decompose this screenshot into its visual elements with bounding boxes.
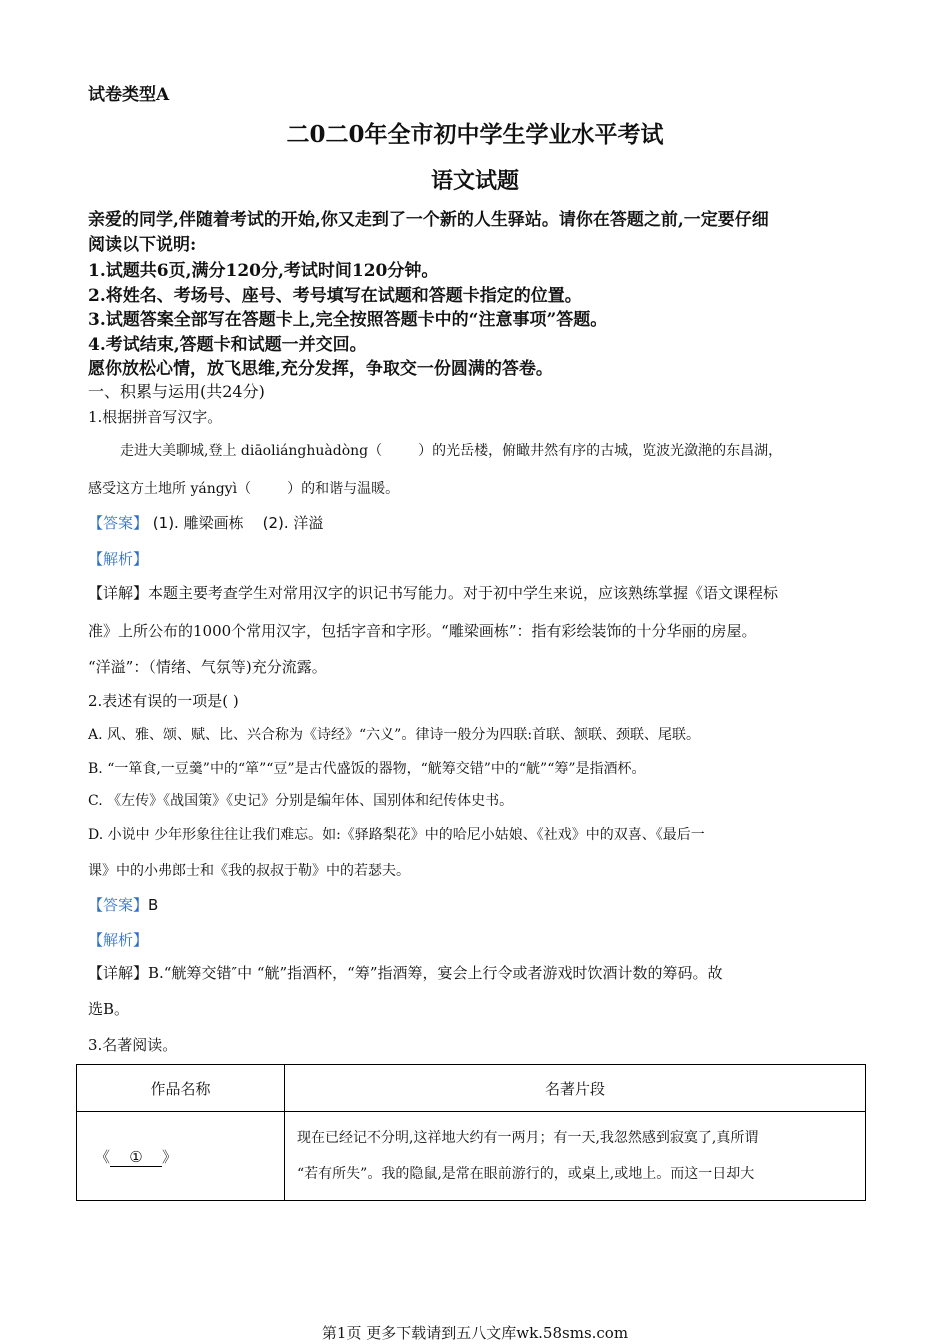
table-header-excerpt: 名著片段 bbox=[285, 1065, 866, 1112]
q1-passage-line-2 bbox=[88, 478, 399, 498]
q1-answer-text: (1). 雕梁画栋 (2). 洋溢 bbox=[152, 514, 324, 532]
table-cell-excerpt bbox=[285, 1112, 866, 1201]
q1-stem: 1.根据拼音写汉字。 bbox=[88, 408, 223, 426]
intro-line-1: 亲爱的同学,伴随着考试的开始,你又走到了一个新的人生驿站。请你在答题之前,一定要仔细 bbox=[88, 210, 769, 230]
q2-stem: 2.表述有误的一项是( ) bbox=[88, 692, 239, 710]
rule-4: 4.考试结束,答题卡和试题一并交回。 bbox=[88, 335, 367, 355]
q2-answer-tag: 【答案】 bbox=[88, 896, 149, 914]
table-cell-work bbox=[77, 1112, 285, 1201]
q1-answer-tag: 【答案】 bbox=[88, 514, 149, 532]
q2-answer-text: B bbox=[148, 896, 159, 914]
q2-detail-line-1: 【详解】B.“觥筹交错″中 “觥”指酒杯，“筹”指酒筹，宴会上行令或者游戏时饮酒计数的筹码。故 bbox=[88, 964, 723, 982]
section-1-title: 一、积累与运用(共24分) bbox=[88, 382, 265, 401]
q1-passage-line-1-part-a: 走进大美聊城,登上 diāoliánghuàdòng（ bbox=[120, 443, 383, 459]
table-header-row bbox=[77, 1065, 866, 1112]
q1-passage-line-2-part-a: 感受这方土地所 yángyì（ bbox=[88, 481, 252, 497]
q1-detail-line-3: “洋溢”：（情绪、气氛等)充分流露。 bbox=[88, 658, 327, 676]
q2-option-b: B. “一箪食,一豆羹”中的“箪”“豆”是古代盛饭的器物，“觥筹交错”中的“觥”“筹”是指酒杯。 bbox=[88, 761, 646, 777]
q1-analysis-tag: 【解析】 bbox=[88, 550, 149, 568]
q2-option-d-line-1: D. 小说中 少年形象往往让我们难忘。如:《驿路梨花》中的哈尼小姑娘、《社戏》中的双喜、《最后一 bbox=[88, 827, 705, 843]
q2-option-a: A. 风、雅、颂、赋、比、兴合称为《诗经》“六义”。律诗一般分为四联:首联、颔联、颈联、尾联。 bbox=[88, 727, 701, 743]
q1-passage-line-1 bbox=[120, 440, 782, 460]
page-footer: 第1页 更多下载请到五八文库wk.58sms.com bbox=[321, 1324, 629, 1342]
q2-analysis-tag: 【解析】 bbox=[88, 931, 149, 949]
table-row bbox=[77, 1112, 866, 1201]
intro-wish: 愿你放松心情，放飞思维,充分发挥，争取交一份圆满的答卷。 bbox=[88, 359, 553, 379]
q1-answer bbox=[88, 512, 323, 533]
rule-2: 2.将姓名、考场号、座号、考号填写在试题和答题卡指定的位置。 bbox=[88, 286, 582, 306]
q2-option-c: C. 《左传》《战国策》《史记》分别是编年体、国别体和纪传体史书。 bbox=[88, 793, 514, 809]
q3-works-table bbox=[76, 1064, 866, 1201]
excerpt-line-1: 现在已经记不分明,这祥地大约有一两月；有一天,我忽然感到寂寞了,真所谓 bbox=[297, 1130, 759, 1146]
q2-option-d-line-2: 课》中的小弗郎士和《我的叔叔于勒》中的若瑟夫。 bbox=[88, 863, 410, 879]
q1-passage-line-1-part-b: ）的光岳楼，俯瞰井然有序的古城，览波光潋滟的东昌湖， bbox=[418, 443, 783, 459]
q2-detail-line-2: 选B。 bbox=[88, 1000, 130, 1018]
exam-subtitle: 语文试题 bbox=[430, 168, 519, 194]
table-header-work: 作品名称 bbox=[77, 1065, 285, 1112]
intro-line-2: 阅读以下说明: bbox=[88, 235, 197, 255]
q1-detail-line-2: 准》上所公布的1000个常用汉字，包括字音和字形。“雕梁画栋”：指有彩绘装饰的十分华丽的房屋。 bbox=[88, 622, 757, 640]
q2-answer bbox=[88, 894, 158, 915]
rule-3: 3.试题答案全部写在答题卡上,完全按照答题卡中的“注意事项”答题。 bbox=[88, 310, 608, 330]
excerpt-line-2: “若有所失”。我的隐鼠,是常在眼前游行的，或桌上,或地上。而这一日却大 bbox=[297, 1166, 755, 1182]
exam-title: 二0二0年全市初中学生学业水平考试 bbox=[286, 121, 664, 148]
exam-type-label: 试卷类型A bbox=[88, 85, 170, 105]
q1-passage-line-2-part-b: ）的和谐与温暖。 bbox=[287, 481, 400, 497]
q1-detail-line-1: 【详解】本题主要考查学生对常用汉字的识记书写能力。对于初中学生来说，应该熟练掌握《语文课程标 bbox=[88, 584, 779, 602]
work-close-bracket: 》 bbox=[162, 1147, 178, 1166]
work-open-bracket: 《 bbox=[95, 1147, 111, 1166]
q3-stem: 3.名著阅读。 bbox=[88, 1036, 178, 1054]
work-blank-1: ① bbox=[110, 1148, 162, 1167]
rule-1: 1.试题共6页,满分120分,考试时间120分钟。 bbox=[88, 261, 439, 281]
